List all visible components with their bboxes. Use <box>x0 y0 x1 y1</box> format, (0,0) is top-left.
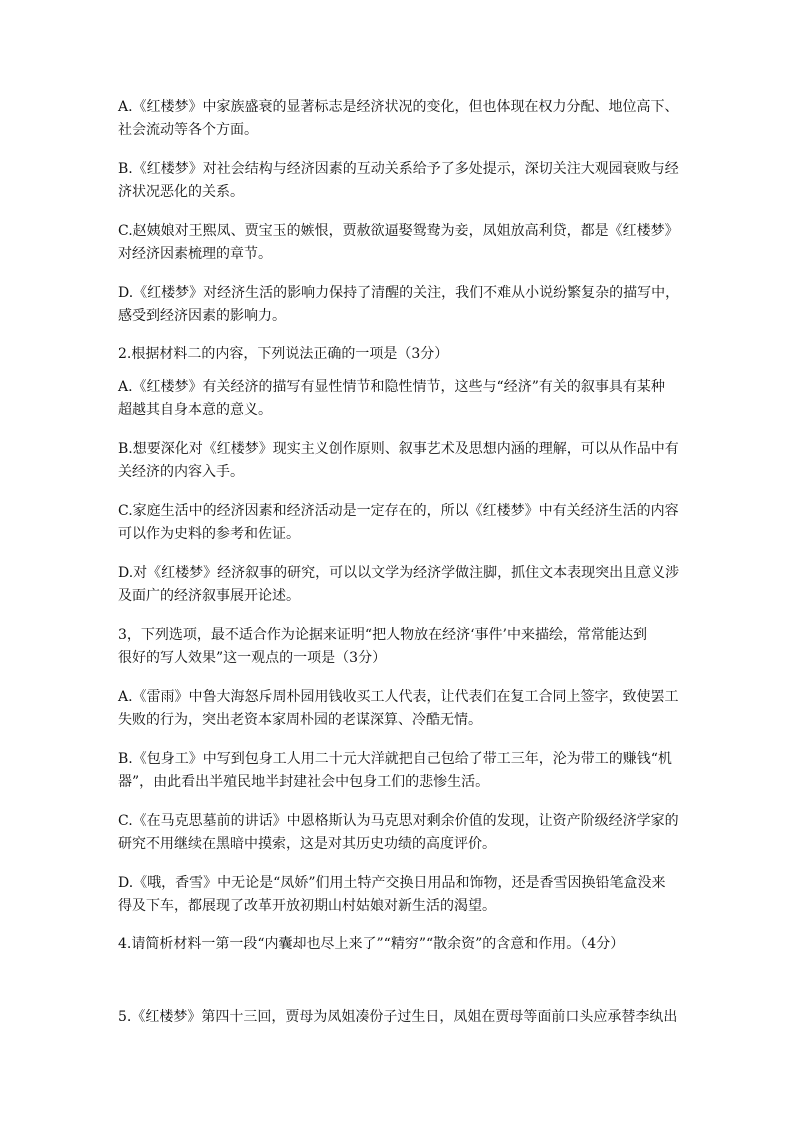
text-line: C.家庭生活中的经济因素和经济活动是一定存在的，所以《红楼梦》中有关经济生活的内容 <box>118 503 679 519</box>
text-line: C.《在马克思墓前的讲话》中恩格斯认为马克思对剩余价值的发现，让资产阶级经济学家的 <box>118 813 679 829</box>
text-line: 超越其自身本意的意义。 <box>118 402 272 418</box>
text-line: A.《雷雨》中鲁大海怒斥周朴园用钱收买工人代表，让代表们在复工合同上签字，致使罢工 <box>118 689 679 705</box>
text-line: A.《红楼梦》有关经济的描写有显性情节和隐性情节，这些与“经济”有关的叙事具有某种 <box>118 379 665 395</box>
text-line: 社会流动等各个方面。 <box>118 122 258 138</box>
text-line: 5.《红楼梦》第四十三回，贾母为凤姐凑份子过生日，凤姐在贾母等面前口头应承替李纨出 <box>118 1009 678 1025</box>
text-line: 关经济的内容入手。 <box>118 464 244 480</box>
text-line: 器”，由此看出半殖民地半封建社会中包身工们的悲惨生活。 <box>118 774 490 790</box>
text-line: 及面广的经济叙事展开论述。 <box>118 588 300 604</box>
text-line: 研究不用继续在黑暗中摸索，这是对其历史功绩的高度评价。 <box>118 836 496 852</box>
text-line: 感受到经济因素的影响力。 <box>118 308 286 324</box>
text-line: 很好的写人效果”这一观点的一项是（3分） <box>118 650 387 666</box>
text-line: B.《红楼梦》对社会结构与经济因素的互动关系给予了多处提示，深切关注大观园衰败与经 <box>118 161 679 177</box>
text-line: 2.根据材料二的内容，下列说法正确的一项是（3分） <box>118 346 449 362</box>
text-line: 对经济因素梳理的章节。 <box>118 246 272 262</box>
q2-option-b <box>118 438 684 484</box>
q3-option-d <box>118 872 684 918</box>
q3-option-c <box>118 810 684 856</box>
text-line: D.《红楼梦》对经济生活的影响力保持了清醒的关注，我们不难从小说纷繁复杂的描写中， <box>118 285 680 301</box>
text-line: C.赵姨娘对王熙凤、贾宝玉的嫉恨，贾赦欲逼娶鸳鸯为妾，凤姐放高利贷，都是《红楼梦》 <box>118 223 679 239</box>
text-line: 失败的行为，突出老资本家周朴园的老谋深算、冷酷无情。 <box>118 712 482 728</box>
question-4 <box>118 933 684 956</box>
text-line: 可以作为史料的参考和佐证。 <box>118 526 300 542</box>
q2-option-a <box>118 376 684 422</box>
q1-option-a <box>118 96 684 142</box>
text-line: 得及下车，都展现了改革开放初期山村姑娘对新生活的渴望。 <box>118 898 496 914</box>
q2-option-c <box>118 500 684 546</box>
text-line: D.《哦，香雪》中无论是“凤娇”们用土特产交换日用品和饰物，还是香雪因换铅笔盒没来 <box>118 875 666 891</box>
question-2-stem <box>118 343 684 366</box>
text-line: A.《红楼梦》中家族盛衰的显著标志是经济状况的变化，但也体现在权力分配、地位高下、 <box>118 99 679 115</box>
text-line: B.《包身工》中写到包身工人用二十元大洋就把自己包给了带工三年，沦为带工的赚钱“机 <box>118 751 672 767</box>
q1-option-d <box>118 282 684 328</box>
q1-option-c <box>118 220 684 266</box>
q3-option-b <box>118 748 684 794</box>
text-line: B.想要深化对《红楼梦》现实主义创作原则、叙事艺术及思想内涵的理解，可以从作品中有 <box>118 441 679 457</box>
q2-option-d <box>118 562 684 608</box>
text-line: 4.请简析材料一第一段“内囊却也尽上来了”“精穷”“散余资”的含意和作用。（4分） <box>118 936 625 952</box>
question-3-stem <box>118 624 684 670</box>
q1-option-b <box>118 158 684 204</box>
text-line: 3，下列选项，最不适合作为论据来证明“把人物放在经济‘事件’中来描绘，常常能达到 <box>118 627 647 643</box>
text-line: 济状况恶化的关系。 <box>118 184 244 200</box>
q3-option-a <box>118 686 684 732</box>
text-line: D.对《红楼梦》经济叙事的研究，可以以文学为经济学做注脚，抓住文本表现突出且意义涉 <box>118 565 680 581</box>
question-5 <box>118 1006 684 1029</box>
